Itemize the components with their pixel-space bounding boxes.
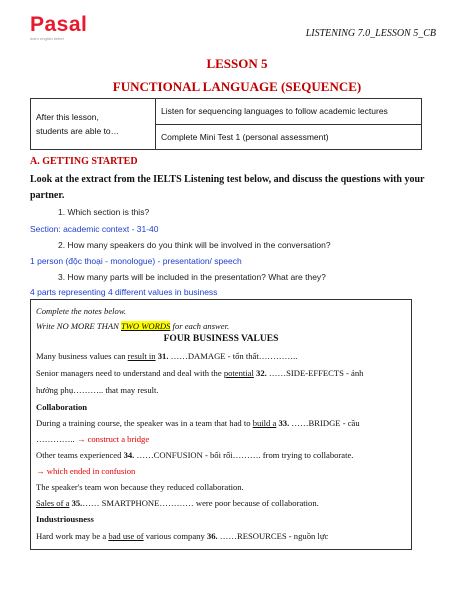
industriousness-heading: Industriousness: [36, 514, 94, 524]
notes-text: Many business values can: [36, 351, 128, 361]
answer-3: 4 parts representing 4 different values in business: [30, 287, 218, 297]
notes-keyword: bad use of: [108, 531, 144, 541]
notes-text: various company: [143, 531, 207, 541]
notes-keyword: Sales of a: [36, 498, 70, 508]
annotation-red: → which ended in confusion: [36, 466, 136, 476]
notes-instruction-1: Complete the notes below.: [36, 306, 127, 316]
question-3: 3. How many parts will be included in the presentation? What are they?: [58, 272, 326, 282]
notes-answer: ……BRIDGE - cầu: [289, 418, 360, 428]
objectives-intro-line2: students are able to…: [36, 126, 120, 136]
annotation-red: → construct a bridge: [74, 434, 150, 444]
question-number: 35.: [69, 498, 83, 508]
notes-answer: ……RESOURCES - nguồn lực: [217, 531, 329, 541]
logo-wordmark: Pasal: [30, 13, 88, 36]
notes-line-35: [36, 498, 319, 508]
notes-line-34: [36, 450, 353, 460]
section-heading: A. GETTING STARTED: [30, 156, 138, 167]
objectives-intro-line1: After this lesson,: [36, 112, 99, 122]
question-number: 32.: [253, 368, 267, 378]
collaboration-heading: Collaboration: [36, 402, 88, 412]
logo-tagline: learn english better: [30, 36, 65, 41]
notes-text: Other teams experienced: [36, 450, 124, 460]
objectives-intro: [31, 99, 156, 150]
notes-text: Hard work may be a: [36, 531, 109, 541]
notes-instruction-2-highlight: TWO WORDS: [120, 321, 171, 331]
notes-answer: …………..: [36, 434, 75, 444]
notes-text: Senior managers need to understand and deal with the: [36, 368, 224, 378]
question-2: 2. How many speakers do you think will be involved in the conversation?: [58, 240, 331, 250]
notes-keyword: build a: [252, 418, 277, 428]
notes-answer: …… SMARTPHONE………… were poor because of collaboration.: [82, 498, 319, 508]
notes-answer: ……DAMAGE - tổn thất…………..: [168, 351, 298, 361]
notes-instruction-2-end: for each answer.: [170, 321, 230, 331]
section-instruction: Look at the extract from the IELTS Listening test below, and discuss the questions with your partner.: [30, 174, 425, 201]
document-code: LISTENING 7.0_LESSON 5_CB: [305, 28, 436, 39]
answer-2: 1 person (độc thoại - monologue) - presentation/ speech: [30, 256, 242, 266]
notes-text: During a training course, the speaker was in a team that had to: [36, 418, 253, 428]
notes-keyword: potential: [223, 368, 254, 378]
notes-answer: ……CONFUSION - bối rối………. from trying to collaborate.: [134, 450, 354, 460]
answer-1: Section: academic context - 31-40: [30, 224, 159, 234]
lesson-title: FUNCTIONAL LANGUAGE (SEQUENCE): [112, 79, 362, 94]
question-number: 34.: [123, 450, 135, 460]
question-number: 31.: [155, 351, 169, 361]
notes-line-36: [36, 531, 328, 541]
notes-line-team: The speaker's team won because they reduced collaboration.: [36, 482, 244, 492]
objective-item: Listen for sequencing languages to follow academic lectures: [156, 99, 422, 125]
notes-line-32: [36, 368, 363, 378]
notes-instruction-2: [36, 321, 229, 331]
notes-instruction-2-start: Write NO MORE THAN: [36, 321, 121, 331]
notes-line-31: [36, 351, 297, 361]
logo: [30, 14, 87, 41]
question-number: 33.: [276, 418, 290, 428]
notes-keyword: result in: [127, 351, 156, 361]
objectives-table: [30, 98, 422, 150]
question-1: 1. Which section is this?: [58, 207, 150, 217]
lesson-number: LESSON 5: [206, 56, 268, 71]
notes-answer: ……SIDE-EFFECTS - ảnh: [266, 368, 364, 378]
notes-line-33-cont: [36, 434, 149, 444]
notes-line-32-cont: hưởng phụ……….. that may result.: [36, 385, 159, 395]
notes-line-33: [36, 418, 360, 428]
objective-item: Complete Mini Test 1 (personal assessment): [156, 124, 422, 150]
question-number: 36.: [206, 531, 218, 541]
notes-title: FOUR BUSINESS VALUES: [163, 334, 279, 344]
